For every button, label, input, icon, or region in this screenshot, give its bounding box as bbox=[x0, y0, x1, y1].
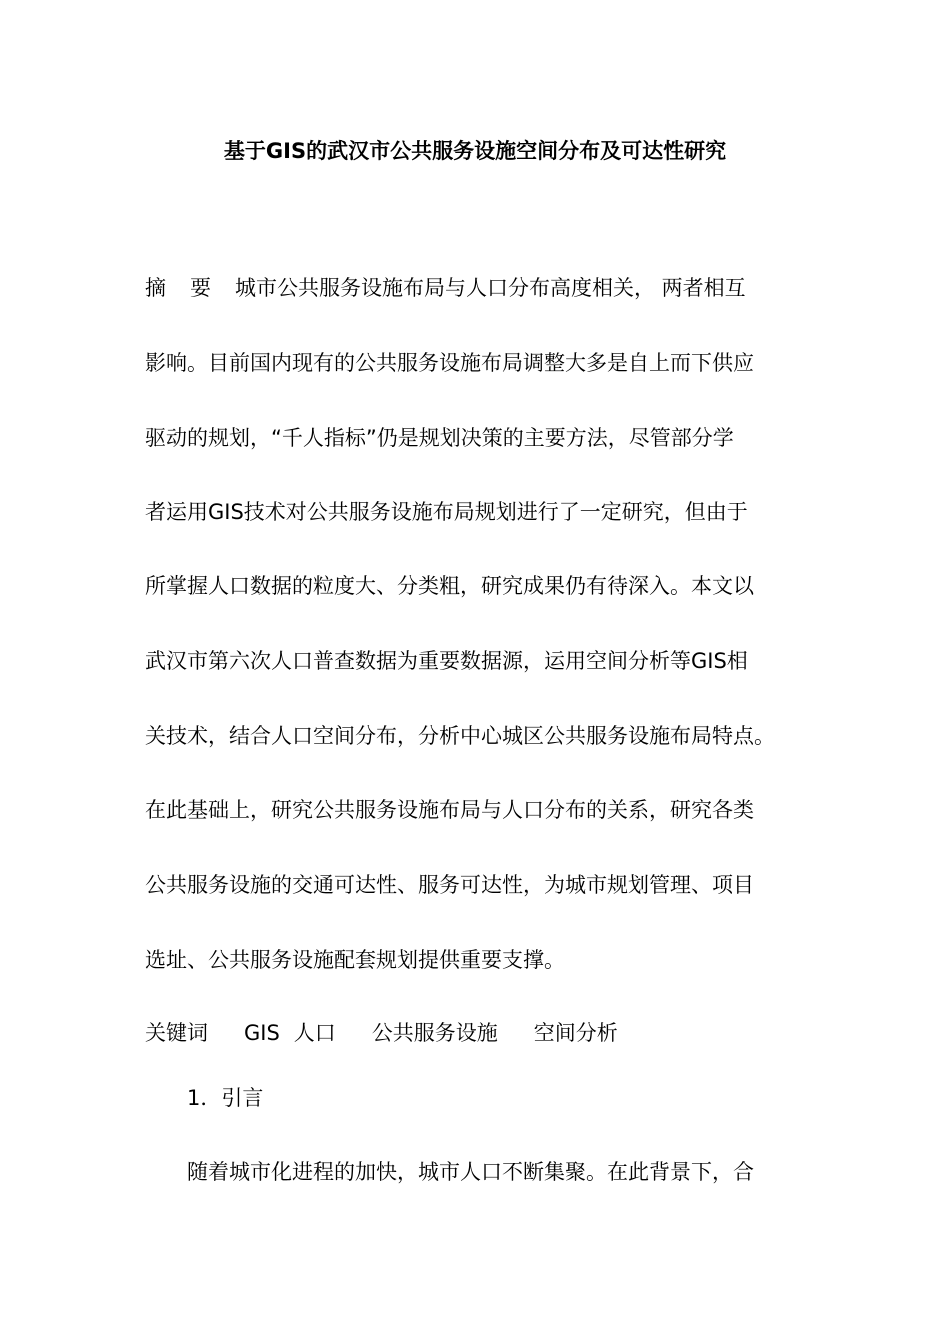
abstract-line: 公共服务设施的交通可达性、服务可达性，为城市规划管理、项目 bbox=[145, 873, 754, 897]
keyword-item: GIS bbox=[244, 1021, 280, 1045]
body-paragraph-line: 随着城市化进程的加快，城市人口不断集聚。在此背景下，合 bbox=[187, 1160, 754, 1184]
keyword-item: 空间分析 bbox=[533, 1021, 618, 1045]
abstract-first-line bbox=[145, 273, 746, 303]
abstract-line: 城市公共服务设施布局与人口分布高度相关， 两者相互 bbox=[235, 276, 746, 300]
abstract-line: 关技术，结合人口空间分布，分析中心城区公共服务设施布局特点。 bbox=[145, 724, 775, 748]
abstract-line: 所掌握人口数据的粒度大、分类粗，研究成果仍有待深入。本文以 bbox=[145, 574, 754, 598]
paper-title: 基于GIS的武汉市公共服务设施空间分布及可达性研究 bbox=[223, 139, 727, 163]
keyword-item: 人口 bbox=[293, 1021, 336, 1045]
abstract-line: 影响。目前国内现有的公共服务设施布局调整大多是自上而下供应 bbox=[145, 351, 754, 375]
abstract-label-char-1: 摘 bbox=[145, 276, 166, 300]
abstract-line: 选址、公共服务设施配套规划提供重要支撑。 bbox=[145, 948, 565, 972]
keyword-item: 公共服务设施 bbox=[371, 1021, 498, 1045]
keywords-line bbox=[145, 1018, 618, 1048]
abstract-line: 在此基础上，研究公共服务设施布局与人口分布的关系，研究各类 bbox=[145, 798, 754, 822]
keywords-label: 关键词 bbox=[145, 1021, 208, 1045]
section-heading: 1．引言 bbox=[187, 1086, 264, 1110]
abstract-line: 者运用GIS技术对公共服务设施布局规划进行了一定研究，但由于 bbox=[145, 500, 748, 524]
abstract-line: 武汉市第六次人口普查数据为重要数据源，运用空间分析等GIS相 bbox=[145, 649, 748, 673]
abstract-label-char-2: 要 bbox=[190, 276, 211, 300]
abstract-line: 驱动的规划，“千人指标”仍是规划决策的主要方法，尽管部分学 bbox=[145, 426, 734, 450]
